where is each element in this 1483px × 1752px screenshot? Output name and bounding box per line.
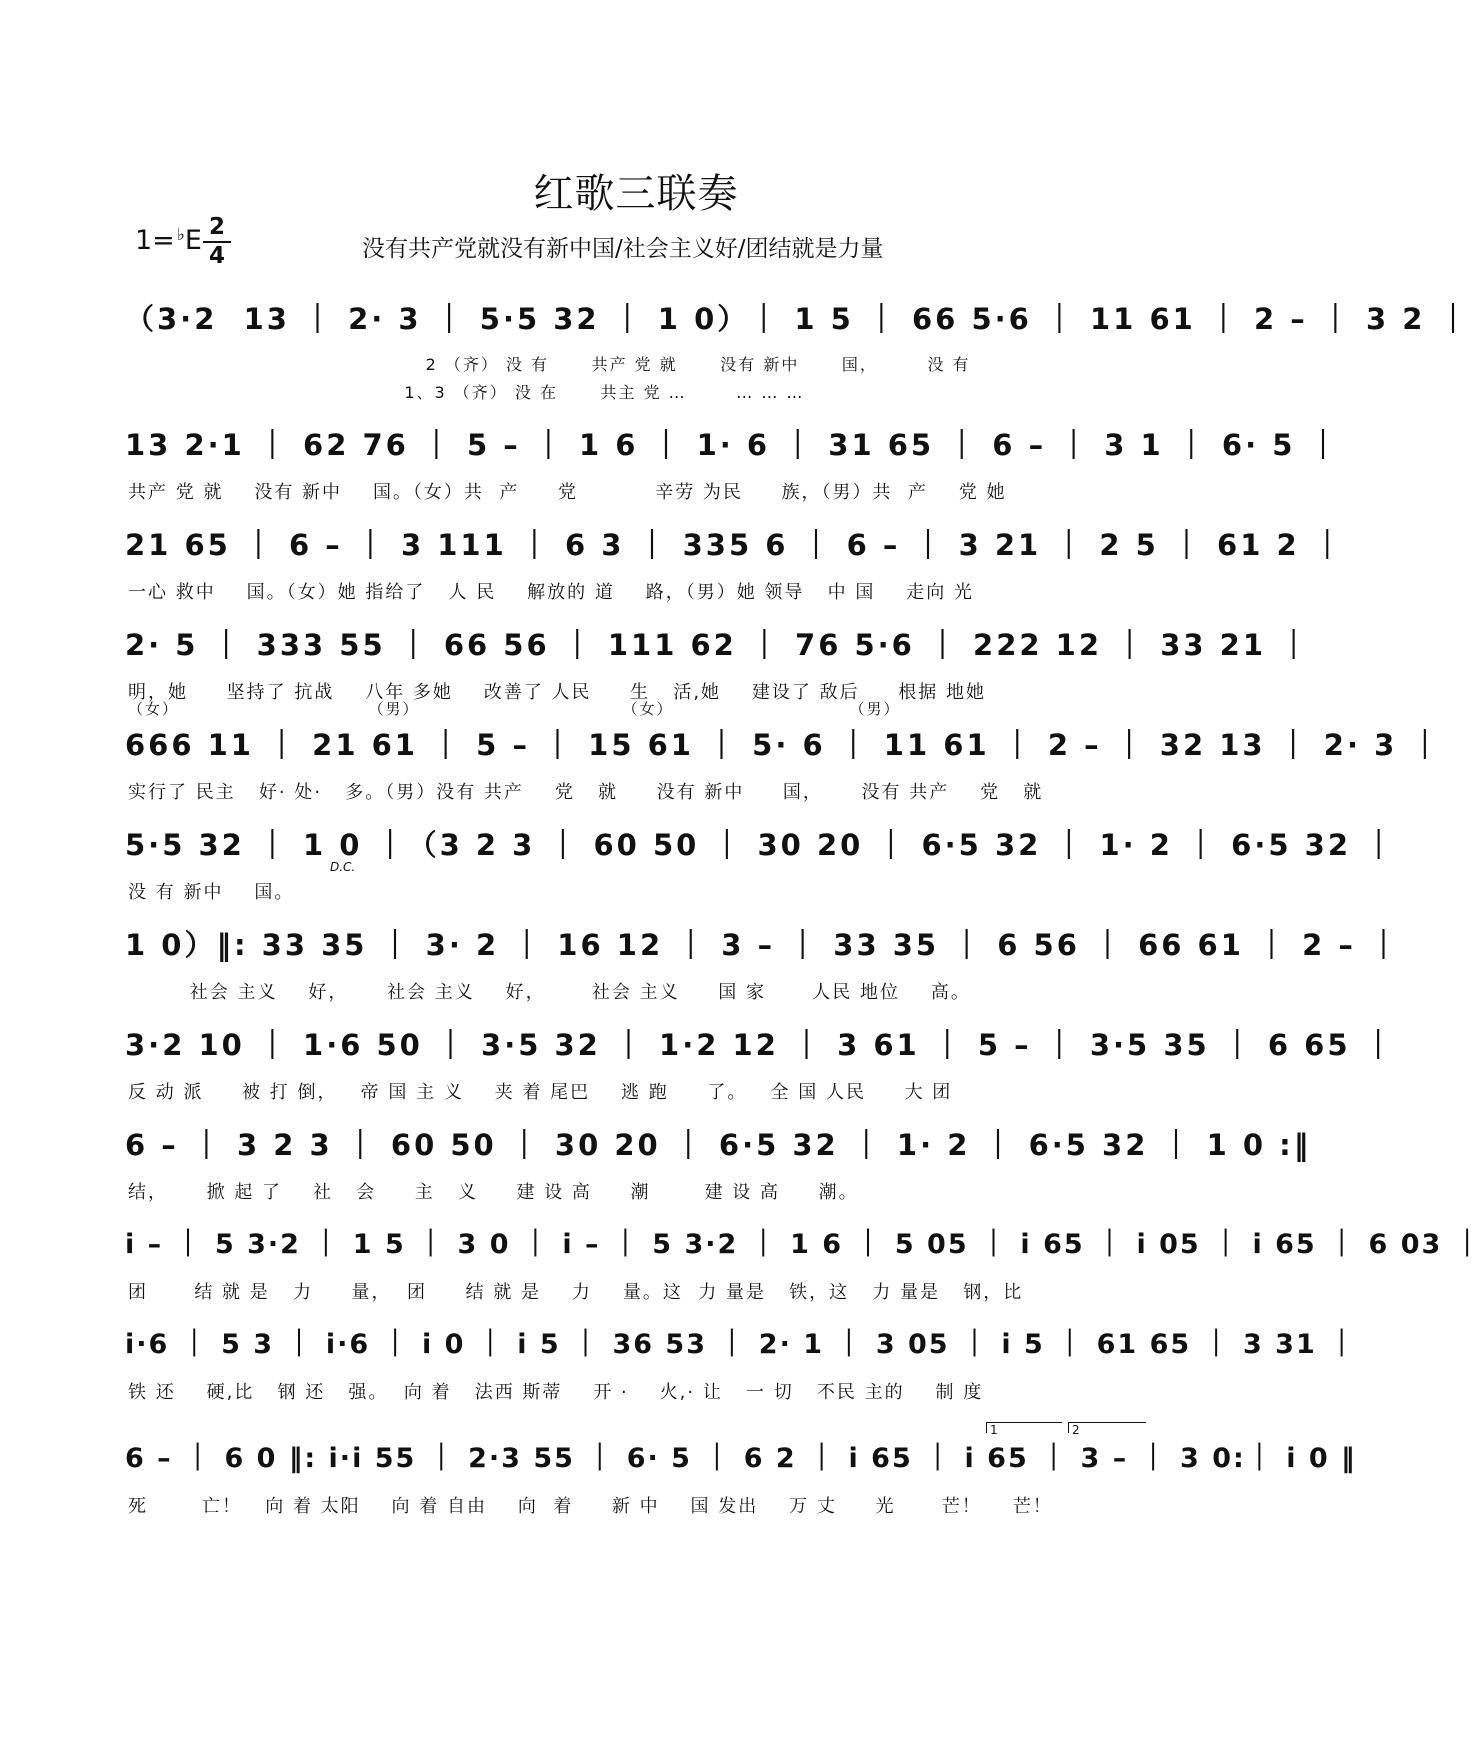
lyrics-verse-2: 2 （齐） 没 有 共产 党 就 没有 新中 国， 没 有 bbox=[128, 355, 971, 374]
notation-line: 1 0）‖: 33 35 ｜ 3· 2 ｜ 16 12 ｜ 3 – ｜ 33 35 ｜ 6 56 ｜ 66 61 ｜ 2 – ｜ bbox=[125, 928, 1401, 962]
time-signature-bottom: 4 bbox=[208, 243, 225, 269]
lyrics-line: 实行了 民主 好· 处· 多。（男）没有 共产 党 就 没有 新中 国， 没有 共产 党 就 bbox=[128, 782, 1044, 803]
notation-line: （3·2 13 ｜ 2· 3 ｜ 5·5 32 ｜ 1 0）｜ 1 5 ｜ 66 5·6 ｜ 11 61 ｜ 2 – ｜ 3 2 ｜ bbox=[125, 302, 1471, 336]
notation-line: 21 65 ｜ 6 – ｜ 3 111 ｜ 6 3 ｜ 335 6 ｜ 6 – ｜ 3 21 ｜ 2 5 ｜ 61 2 ｜ bbox=[125, 528, 1345, 562]
lyrics-line: 一心 救中 国。（女）她 指给了 人 民 解放的 道 路，（男）她 领导 中 国 走向 光 bbox=[128, 582, 974, 603]
notation-line: 2· 5 ｜ 333 55 ｜ 66 56 ｜ 111 62 ｜ 76 5·6 ｜ 222 12 ｜ 33 21 ｜ bbox=[125, 628, 1312, 662]
notation-line: 3·2 10 ｜ 1·6 50 ｜ 3·5 32 ｜ 1·2 12 ｜ 3 61 ｜ 5 – ｜ 3·5 35 ｜ 6 65 ｜ bbox=[125, 1028, 1396, 1062]
lyrics-line: 死 亡！ 向 着 太阳 向 着 自由 向 着 新 中 国 发出 万 丈 光 芒！ 芒！ bbox=[128, 1496, 1053, 1517]
key-signature bbox=[135, 225, 202, 256]
lyrics-verse-1-3: 1、3 （齐） 没 在 共主 党 … … … … bbox=[128, 383, 805, 402]
volta-bracket-2: 2 bbox=[1068, 1422, 1146, 1433]
subtitle: 没有共产党就没有新中国/社会主义好/团结就是力量 bbox=[362, 236, 884, 262]
flat-sign: ♭ bbox=[176, 225, 185, 245]
notation-line: 6 – ｜ 6 0 ‖: i·i 55 ｜ 2·3 55 ｜ 6· 5 ｜ 6 2 ｜ i 65 ｜ i 65 ｜ 3 – ｜ 3 0:｜ i 0 ‖ bbox=[125, 1443, 1357, 1474]
voice-part-markers: （女） （男） （女） （男） bbox=[128, 700, 901, 718]
lyrics-line: 明，她 坚持了 抗战 八年 多她 改善了 人民 生 活,她 建设了 敌后 根据 地她 bbox=[128, 682, 986, 703]
notation-line: i – ｜ 5 3·2 ｜ 1 5 ｜ 3 0 ｜ i – ｜ 5 3·2 ｜ 1 6 ｜ 5 05 ｜ i 65 ｜ i 05 ｜ i 65 ｜ 6 03 ｜ bbox=[125, 1229, 1483, 1260]
lyrics-line: 反 动 派 被 打 倒， 帝 国 主 义 夹 着 尾巴 逃 跑 了。 全 国 人民 大 团 bbox=[128, 1082, 953, 1103]
notation-line: 5·5 32 ｜ 1 0 ｜（3 2 3 ｜ 60 50 ｜ 30 20 ｜ 6·5 32 ｜ 1· 2 ｜ 6·5 32 ｜ bbox=[125, 828, 1397, 862]
time-signature-top: 2 bbox=[203, 216, 231, 243]
page-title: 红歌三联奏 bbox=[533, 171, 739, 217]
lyrics-line: 没 有 新中 国。 bbox=[128, 882, 295, 903]
notation-line: 666 11 ｜ 21 61 ｜ 5 – ｜ 15 61 ｜ 5· 6 ｜ 11 61 ｜ 2 – ｜ 32 13 ｜ 2· 3 ｜ bbox=[125, 728, 1443, 762]
notation-line: i·6 ｜ 5 3 ｜ i·6 ｜ i 0 ｜ i 5 ｜ 36 53 ｜ 2· 1 ｜ 3 05 ｜ i 5 ｜ 61 65 ｜ 3 31 ｜ bbox=[125, 1329, 1358, 1360]
key-note: E bbox=[184, 225, 202, 256]
notation-line: 6 – ｜ 3 2 3 ｜ 60 50 ｜ 30 20 ｜ 6·5 32 ｜ 1· 2 ｜ 6·5 32 ｜ 1 0 :‖ bbox=[125, 1128, 1312, 1162]
volta-bracket-1: 1 bbox=[986, 1422, 1062, 1433]
lyrics-line: 共产 党 就 没有 新中 国。（女）共 产 党 辛劳 为民 族，（男）共 产 党 她 bbox=[128, 482, 1007, 503]
lyrics-line: 铁 还 硬,比 钢 还 强。 向 着 法西 斯蒂 开 · 火,· 让 一 切 不民 主的 制 度 bbox=[128, 1382, 984, 1403]
key-label: 1= bbox=[135, 225, 175, 256]
lyrics-line: 团 结 就 是 力 量， 团 结 就 是 力 量。这 力 量是 铁，这 力 量是 钢，比 bbox=[128, 1282, 1024, 1303]
da-capo-marking: D.C. bbox=[330, 860, 356, 874]
time-signature bbox=[203, 216, 231, 268]
notation-line: 13 2·1 ｜ 62 76 ｜ 5 – ｜ 1 6 ｜ 1· 6 ｜ 31 65 ｜ 6 – ｜ 3 1 ｜ 6· 5 ｜ bbox=[125, 428, 1341, 462]
lyrics-line: 社会 主义 好， 社会 主义 好， 社会 主义 国 家 人民 地位 高。 bbox=[128, 982, 971, 1003]
lyrics-line: 结， 掀 起 了 社 会 主 义 建 设 高 潮 建 设 高 潮。 bbox=[128, 1182, 859, 1203]
